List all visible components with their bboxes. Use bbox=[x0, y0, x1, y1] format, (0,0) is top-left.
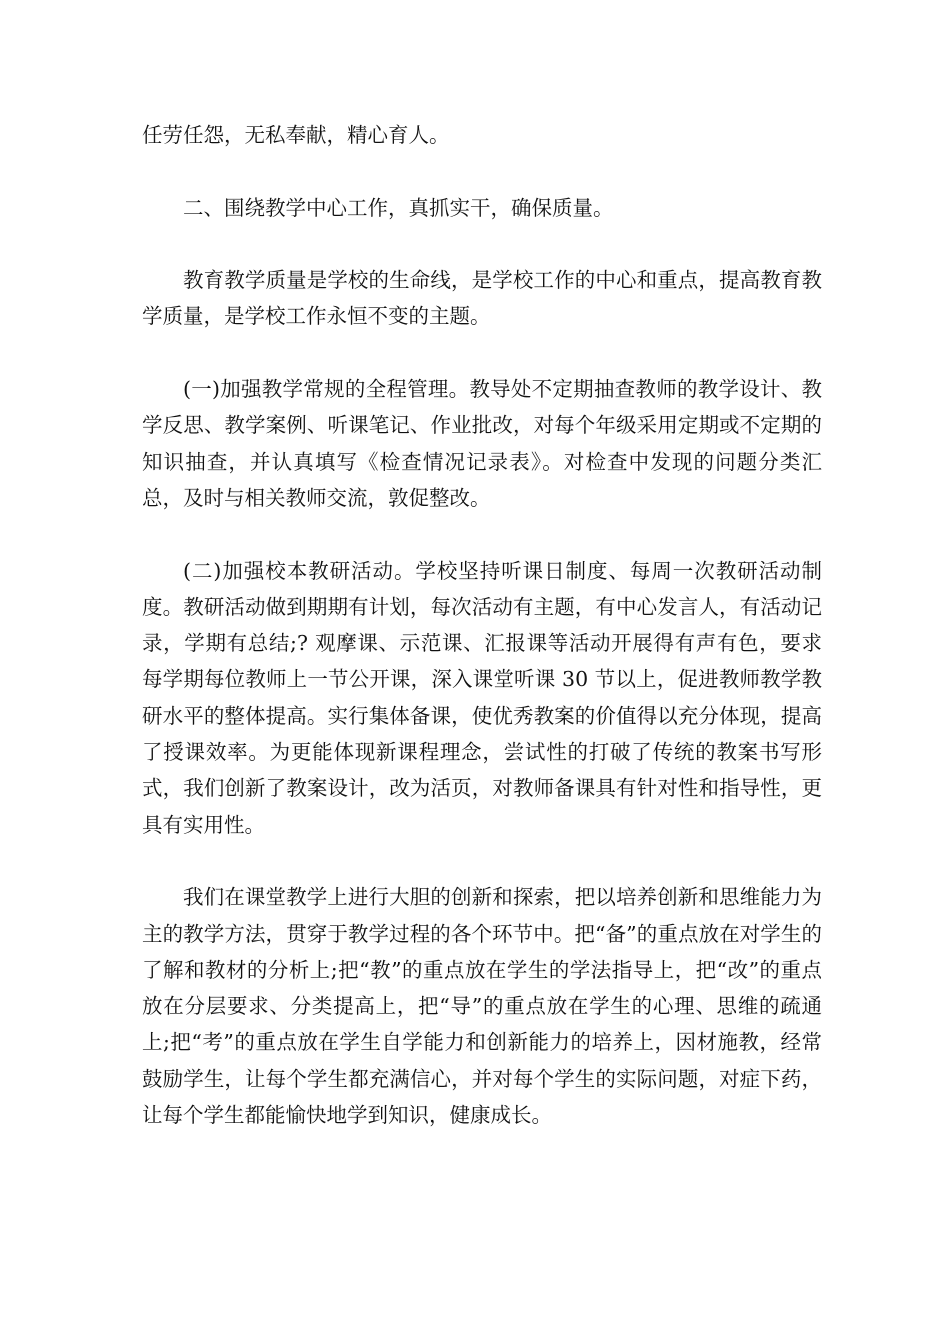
paragraph-school-research: (二)加强校本教研活动。学校坚持听课日制度、每周一次教研活动制度。教研活动做到期期有计划，每次活动有主题，有中心发言人，有活动记录，学期有总结;? 观摩课、示范课、汇报课等活动开展得有声有色，要求每学期每位教师上一节公开课，深入课堂听课 30 节以上，促进教师教学教研水平的整体提高。实行集体备课，使优秀教案的价值得以充分体现，提高了授课效率。为更能体现新课程理念，尝试性的打破了传统的教案书写形式，我们创新了教案设计，改为活页，对教师备课具有针对性和指导性，更具有实用性。 bbox=[142, 558, 822, 837]
section-heading: 二、围绕教学中心工作，真抓实干，确保质量。 bbox=[183, 195, 614, 220]
paragraph-quality: 教育教学质量是学校的生命线，是学校工作的中心和重点，提高教育教学质量，是学校工作永恒不变的主题。 bbox=[142, 268, 822, 329]
document-body bbox=[142, 117, 822, 1170]
paragraph-routine-management: (一)加强教学常规的全程管理。教导处不定期抽查教师的教学设计、教学反思、教学案例、听课笔记、作业批改，对每个年级采用定期或不定期的知识抽查，并认真填写《检查情况记录表》。对检查中发现的问题分类汇总，及时与相关教师交流，敦促整改。 bbox=[142, 377, 822, 510]
paragraph-continuation: 任劳任怨，无私奉献，精心育人。 bbox=[142, 123, 450, 147]
paragraph-classroom-innovation: 我们在课堂教学上进行大胆的创新和探索，把以培养创新和思维能力为主的教学方法，贯穿于教学过程的各个环节中。把“备”的重点放在对学生的了解和教材的分析上;把“教”的重点放在学生的学法指导上，把“改”的重点放在分层要求、分类提高上，把“导”的重点放在学生的心理、思维的疏通上;把“考”的重点放在学生自学能力和创新能力的培养上，因材施教，经常鼓励学生，让每个学生都充满信心，并对每个学生的实际问题，对症下药，让每个学生都能愉快地学到知识，健康成长。 bbox=[142, 885, 822, 1128]
